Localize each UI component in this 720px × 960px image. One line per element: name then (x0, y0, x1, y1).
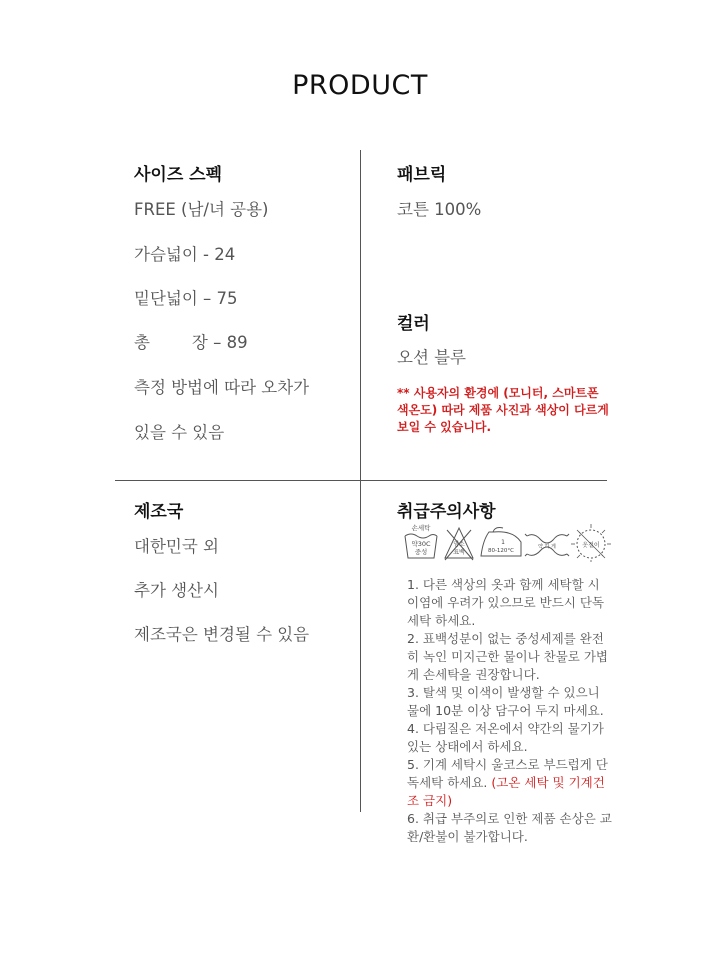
care-item-3: 3. 탈색 및 이색이 발생할 수 있으니 물에 10분 이상 담구어 두지 마세요. (407, 685, 604, 718)
origin-heading: 제조국 (134, 502, 184, 522)
no-bleach-icon (445, 528, 473, 560)
size-free: FREE (남/녀 공용) (134, 200, 269, 219)
size-chest: 가슴넓이 - 24 (134, 245, 236, 264)
origin-line-3: 제조국은 변경될 수 있음 (134, 625, 310, 644)
color-warning: ** 사용자의 환경에 (모니터, 스마트폰 색온도) 따라 제품 사진과 색상이 다르게 보일 수 있습니다. (397, 386, 609, 434)
iron-temp: 80-120°C (487, 548, 515, 554)
care-heading: 취급주의사항 (397, 502, 496, 522)
size-hem: 밑단넓이 – 75 (134, 289, 238, 308)
hand-wash-detergent: 중성 (414, 548, 428, 556)
origin-line-1: 대한민국 외 (134, 537, 219, 556)
hand-wash-temp: 약30C (411, 540, 431, 548)
size-note-2: 있을 수 있음 (134, 423, 225, 442)
care-item-2: 2. 표백성분이 없는 중성세제를 완전히 녹인 미지근한 물이나 찬물로 가볍게 손세탁을 권장합니다. (407, 631, 608, 682)
origin-line-2: 추가 생산시 (134, 581, 219, 600)
color-value: 오션 블루 (397, 348, 467, 367)
bleach-label-2: 표백 (453, 549, 465, 556)
care-symbols (397, 522, 612, 562)
page-title: PRODUCT (292, 70, 428, 101)
care-item-1: 1. 다른 색상의 옷과 함께 세탁할 시 이염에 우려가 있으므로 반드시 단독세탁 하세요. (407, 577, 605, 628)
care-instructions (407, 576, 612, 846)
horizontal-divider (115, 480, 607, 481)
wring-label: 약 하 게 (538, 544, 556, 550)
care-item-5 (407, 756, 612, 810)
iron-temp-top: 1 (501, 539, 505, 546)
bleach-label-1: 염소 (453, 541, 465, 548)
hang-dry-icon (571, 524, 611, 562)
size-length: 총 장 – 89 (134, 333, 248, 352)
size-note-1: 측정 방법에 따라 오차가 (134, 378, 310, 397)
hand-wash-label: 손세탁 (411, 524, 431, 532)
care-item-5-text: 5. 기계 세탁시 울코스로 부드럽게 단독세탁 하세요. (407, 757, 608, 790)
hand-wash-icon (405, 523, 437, 558)
iron-icon (481, 528, 521, 557)
care-item-4: 4. 다림질은 저온에서 약간의 물기가 있는 상태에서 하세요. (407, 721, 604, 754)
wring-icon (525, 534, 569, 556)
color-heading: 컬러 (397, 314, 430, 334)
care-item-5-warning: (고온 세탁 및 기계건조 금지) (407, 775, 605, 808)
dry-label: 옷걸이 (582, 542, 600, 549)
fabric-heading: 패브릭 (397, 165, 447, 185)
size-spec-heading: 사이즈 스펙 (134, 165, 223, 185)
care-item-6: 6. 취급 부주의로 인한 제품 손상은 교환/환불이 불가합니다. (407, 811, 612, 844)
fabric-value: 코튼 100% (397, 200, 482, 219)
vertical-divider (360, 150, 361, 812)
